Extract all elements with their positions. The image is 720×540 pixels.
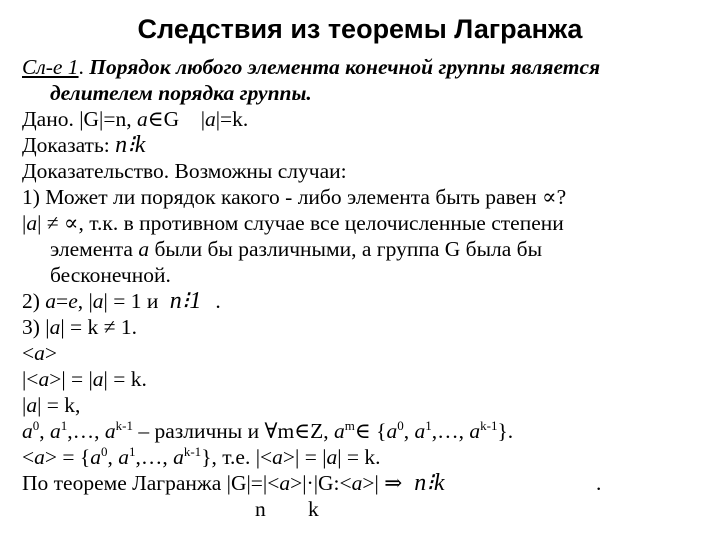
ellipsis: ,…,	[67, 419, 105, 443]
text: <	[22, 445, 35, 469]
element-a: a	[34, 341, 45, 365]
text: По теореме Лагранжа |G|=|<	[22, 471, 280, 495]
case1-question: 1) Может ли порядок какого - либо элемента быть равен ∝?	[22, 185, 567, 209]
prove-line	[22, 132, 145, 158]
text: | = k.	[337, 445, 381, 469]
divisibility-formula: n⁝k	[414, 470, 445, 496]
element-a: a	[92, 289, 104, 313]
lagrange-line	[22, 470, 445, 496]
bracket: >	[44, 341, 58, 365]
case3-text: 3) |	[22, 315, 50, 339]
divisibility-formula: n⁝k	[115, 132, 146, 158]
element-a: a	[469, 419, 481, 443]
element-a: a	[92, 367, 104, 391]
ellipsis: ,…,	[431, 419, 470, 443]
text: }, т.е. |<	[201, 445, 273, 469]
subgroup-set-line	[22, 444, 381, 470]
text: >|·|G:<	[290, 471, 352, 495]
element-a: a	[26, 393, 38, 417]
text: – различны и ∀m∈Z,	[132, 419, 335, 443]
exponent: 0	[100, 443, 108, 459]
element-a: a	[205, 107, 216, 131]
final-period: .	[596, 471, 602, 495]
element-a: a	[50, 419, 61, 443]
text: }.	[497, 419, 514, 443]
case2-text: | = 1 и	[103, 289, 164, 313]
subgroup-order-line	[22, 366, 147, 392]
corollary-line-1	[22, 54, 600, 80]
exponent: 1	[425, 417, 432, 433]
corollary-dot: .	[78, 55, 84, 79]
identity-e: e	[68, 289, 78, 313]
case1-text: | ≠ ∝, т.к. в противном случае все целочисленные степени	[37, 211, 564, 235]
element-a: a	[104, 419, 116, 443]
text: >| = |	[282, 445, 327, 469]
bottom-n: n	[255, 497, 266, 521]
element-a: a	[326, 445, 338, 469]
prove-label: Доказать:	[22, 133, 116, 157]
powers-line	[22, 418, 513, 444]
given-end: |=k.	[215, 107, 249, 131]
text: | = k,	[37, 393, 81, 417]
text: |<	[22, 367, 39, 391]
given-prefix: Дано. |G|=n,	[22, 107, 137, 131]
comma: ,	[107, 445, 119, 469]
exponent: 0	[32, 417, 40, 433]
exponent: k-1	[183, 443, 202, 459]
given-in-g: ∈G	[147, 107, 180, 131]
case1-line-2	[50, 236, 542, 262]
case2-line	[22, 288, 221, 314]
element-order-line	[22, 392, 80, 418]
bar: |	[22, 211, 27, 235]
element-a: a	[351, 471, 363, 495]
element-a: a	[90, 445, 101, 469]
element-a: a	[138, 237, 150, 261]
case1-text: элемента	[50, 237, 139, 261]
comma: ,	[403, 419, 415, 443]
bracket: <	[22, 341, 35, 365]
comma: ,	[39, 419, 50, 443]
exponent: m	[344, 417, 355, 433]
text: >| = |	[49, 367, 93, 391]
element-a: a	[26, 211, 38, 235]
element-a: a	[38, 367, 50, 391]
element-a: a	[34, 445, 45, 469]
page-title: Следствия из теоремы Лагранжа	[137, 14, 583, 44]
corollary-statement-1: Порядок любого элемента конечной группы является	[89, 55, 601, 79]
case3-text: | = k ≠ 1.	[60, 315, 137, 339]
divisibility-formula: n⁝1	[169, 288, 202, 314]
given-line	[22, 106, 248, 132]
element-a: a	[136, 107, 148, 131]
corollary-label: Сл-е 1	[22, 55, 79, 79]
element-a: a	[118, 445, 129, 469]
element-a: a	[386, 419, 398, 443]
element-a: a	[22, 419, 33, 443]
text: > = {	[44, 445, 91, 469]
case2-number: 2)	[22, 289, 46, 313]
exponent: 0	[397, 417, 404, 433]
element-a: a	[45, 289, 57, 313]
element-a: a	[414, 419, 426, 443]
element-a: a	[49, 315, 61, 339]
case1-line-1	[22, 210, 564, 236]
bottom-k: k	[308, 497, 319, 521]
generated-subgroup	[22, 340, 57, 366]
element-a: a	[272, 445, 283, 469]
ellipsis: ,…,	[135, 445, 174, 469]
case2-text: , |	[77, 289, 93, 313]
text: | = k.	[103, 367, 147, 391]
text: ∈ {	[354, 419, 387, 443]
element-a: a	[173, 445, 184, 469]
text: |	[22, 393, 27, 417]
element-a: a	[279, 471, 291, 495]
text: >| ⇒	[362, 471, 403, 495]
corollary-line-2	[50, 80, 312, 106]
element-a: a	[334, 419, 345, 443]
proof-title: Доказательство. Возможны случаи:	[22, 159, 347, 183]
exponent: 1	[128, 443, 136, 459]
equals: =	[56, 289, 69, 313]
corollary-statement-2: делителем порядка группы.	[50, 81, 312, 105]
case1-line-3: бесконечной.	[50, 263, 171, 287]
case1-text: были бы различными, а группа G была бы	[149, 237, 543, 261]
period: .	[215, 289, 221, 313]
exponent: k-1	[115, 417, 133, 433]
case3-line	[22, 314, 137, 340]
exponent: k-1	[480, 417, 498, 433]
exponent: 1	[60, 417, 68, 433]
given-gap: |	[179, 107, 205, 131]
